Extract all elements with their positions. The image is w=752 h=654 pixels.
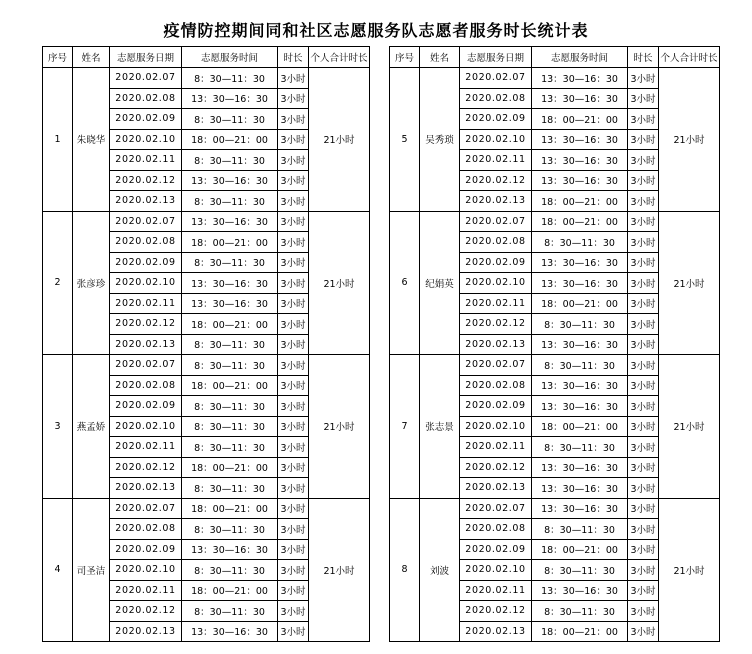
service-time: 8：30—11：30 xyxy=(182,191,278,212)
service-date: 2020.02.11 xyxy=(110,437,182,458)
service-time: 13：30—16：30 xyxy=(182,88,278,109)
service-time: 18：00—21：00 xyxy=(182,498,278,519)
service-time: 18：00—21：00 xyxy=(182,580,278,601)
service-time: 8：30—11：30 xyxy=(182,560,278,581)
service-date: 2020.02.12 xyxy=(460,314,532,335)
service-duration: 3小时 xyxy=(628,375,659,396)
service-date: 2020.02.07 xyxy=(460,498,532,519)
service-time: 13：30—16：30 xyxy=(532,170,628,191)
service-date: 2020.02.08 xyxy=(110,519,182,540)
service-time: 13：30—16：30 xyxy=(532,580,628,601)
page-title: 疫情防控期间同和社区志愿服务队志愿者服务时长统计表 xyxy=(163,21,589,40)
header-time: 志愿服务时间 xyxy=(532,47,628,68)
service-duration: 3小时 xyxy=(278,375,309,396)
service-date: 2020.02.13 xyxy=(460,334,532,355)
service-duration: 3小时 xyxy=(278,68,309,89)
service-duration: 3小时 xyxy=(278,519,309,540)
service-date: 2020.02.11 xyxy=(110,580,182,601)
volunteer-index: 1 xyxy=(43,68,73,212)
service-duration: 3小时 xyxy=(628,109,659,130)
service-date: 2020.02.12 xyxy=(460,457,532,478)
table-row xyxy=(390,498,720,519)
volunteer-total: 21小时 xyxy=(309,498,370,642)
service-duration: 3小时 xyxy=(628,519,659,540)
service-date: 2020.02.07 xyxy=(460,68,532,89)
service-date: 2020.02.10 xyxy=(460,273,532,294)
table-row xyxy=(43,498,370,519)
service-duration: 3小时 xyxy=(278,416,309,437)
service-duration: 3小时 xyxy=(278,232,309,253)
service-time: 8：30—11：30 xyxy=(532,314,628,335)
table-row xyxy=(390,211,720,232)
service-duration: 3小时 xyxy=(278,211,309,232)
service-duration: 3小时 xyxy=(628,416,659,437)
service-date: 2020.02.13 xyxy=(110,334,182,355)
service-duration: 3小时 xyxy=(628,355,659,376)
service-date: 2020.02.09 xyxy=(110,396,182,417)
service-time: 13：30—16：30 xyxy=(182,539,278,560)
table-row xyxy=(43,68,370,89)
service-date: 2020.02.11 xyxy=(110,293,182,314)
service-time: 8：30—11：30 xyxy=(182,252,278,273)
service-time: 13：30—16：30 xyxy=(532,129,628,150)
service-date: 2020.02.09 xyxy=(460,396,532,417)
service-date: 2020.02.10 xyxy=(110,129,182,150)
service-date: 2020.02.10 xyxy=(110,416,182,437)
service-time: 13：30—16：30 xyxy=(182,293,278,314)
service-duration: 3小时 xyxy=(278,109,309,130)
service-time: 13：30—16：30 xyxy=(532,273,628,294)
service-date: 2020.02.09 xyxy=(110,539,182,560)
service-duration: 3小时 xyxy=(628,539,659,560)
service-date: 2020.02.12 xyxy=(460,601,532,622)
service-time: 18：00—21：00 xyxy=(182,457,278,478)
service-duration: 3小时 xyxy=(628,211,659,232)
service-time: 8：30—11：30 xyxy=(532,355,628,376)
service-time: 18：00—21：00 xyxy=(182,232,278,253)
service-duration: 3小时 xyxy=(278,539,309,560)
service-time: 13：30—16：30 xyxy=(182,273,278,294)
service-duration: 3小时 xyxy=(628,170,659,191)
volunteer-total: 21小时 xyxy=(659,498,720,642)
service-time: 13：30—16：30 xyxy=(532,150,628,171)
service-duration: 3小时 xyxy=(278,150,309,171)
service-duration: 3小时 xyxy=(628,621,659,642)
service-date: 2020.02.09 xyxy=(460,109,532,130)
service-time: 8：30—11：30 xyxy=(182,334,278,355)
service-date: 2020.02.13 xyxy=(460,191,532,212)
service-duration: 3小时 xyxy=(278,314,309,335)
service-time: 8：30—11：30 xyxy=(182,355,278,376)
service-date: 2020.02.08 xyxy=(460,519,532,540)
volunteer-index: 5 xyxy=(390,68,420,212)
volunteer-total: 21小时 xyxy=(309,211,370,355)
service-date: 2020.02.13 xyxy=(460,621,532,642)
service-time: 13：30—16：30 xyxy=(532,334,628,355)
service-duration: 3小时 xyxy=(628,252,659,273)
service-date: 2020.02.10 xyxy=(460,129,532,150)
service-duration: 3小时 xyxy=(278,396,309,417)
service-date: 2020.02.10 xyxy=(110,273,182,294)
service-table-left xyxy=(42,46,370,642)
table-header-row xyxy=(390,47,720,68)
service-date: 2020.02.09 xyxy=(110,252,182,273)
service-duration: 3小时 xyxy=(628,437,659,458)
service-duration: 3小时 xyxy=(278,88,309,109)
service-duration: 3小时 xyxy=(278,580,309,601)
service-time: 8：30—11：30 xyxy=(182,601,278,622)
header-total: 个人合计时长 xyxy=(309,47,370,68)
volunteer-index: 3 xyxy=(43,355,73,499)
header-total: 个人合计时长 xyxy=(659,47,720,68)
service-date: 2020.02.09 xyxy=(110,109,182,130)
service-time: 13：30—16：30 xyxy=(532,375,628,396)
service-time: 18：00—21：00 xyxy=(532,621,628,642)
service-date: 2020.02.09 xyxy=(460,539,532,560)
service-time: 13：30—16：30 xyxy=(182,211,278,232)
service-time: 8：30—11：30 xyxy=(532,601,628,622)
volunteer-name: 司圣洁 xyxy=(73,498,110,642)
volunteer-index: 7 xyxy=(390,355,420,499)
service-duration: 3小时 xyxy=(628,334,659,355)
service-date: 2020.02.07 xyxy=(110,211,182,232)
service-duration: 3小时 xyxy=(628,314,659,335)
service-date: 2020.02.12 xyxy=(460,170,532,191)
header-time: 志愿服务时间 xyxy=(182,47,278,68)
table-row xyxy=(390,355,720,376)
service-duration: 3小时 xyxy=(628,601,659,622)
service-time: 13：30—16：30 xyxy=(532,498,628,519)
service-date: 2020.02.07 xyxy=(460,211,532,232)
service-duration: 3小时 xyxy=(628,580,659,601)
header-duration: 时长 xyxy=(278,47,309,68)
service-duration: 3小时 xyxy=(278,252,309,273)
service-duration: 3小时 xyxy=(278,355,309,376)
service-date: 2020.02.12 xyxy=(110,601,182,622)
service-date: 2020.02.11 xyxy=(460,293,532,314)
service-duration: 3小时 xyxy=(278,621,309,642)
service-duration: 3小时 xyxy=(628,68,659,89)
volunteer-name: 张志景 xyxy=(420,355,460,499)
service-duration: 3小时 xyxy=(278,457,309,478)
service-duration: 3小时 xyxy=(628,498,659,519)
service-date: 2020.02.08 xyxy=(460,88,532,109)
volunteer-total: 21小时 xyxy=(659,211,720,355)
service-time: 13：30—16：30 xyxy=(532,68,628,89)
volunteer-index: 8 xyxy=(390,498,420,642)
service-date: 2020.02.07 xyxy=(110,355,182,376)
service-duration: 3小时 xyxy=(278,601,309,622)
service-duration: 3小时 xyxy=(278,129,309,150)
service-duration: 3小时 xyxy=(628,129,659,150)
volunteer-index: 4 xyxy=(43,498,73,642)
service-time: 13：30—16：30 xyxy=(532,252,628,273)
service-date: 2020.02.07 xyxy=(110,68,182,89)
volunteer-total: 21小时 xyxy=(659,355,720,499)
service-time: 8：30—11：30 xyxy=(182,150,278,171)
service-date: 2020.02.08 xyxy=(110,88,182,109)
service-time: 18：00—21：00 xyxy=(532,539,628,560)
service-time: 8：30—11：30 xyxy=(532,560,628,581)
service-time: 13：30—16：30 xyxy=(182,621,278,642)
service-time: 13：30—16：30 xyxy=(532,457,628,478)
volunteer-name: 燕孟娇 xyxy=(73,355,110,499)
header-duration: 时长 xyxy=(628,47,659,68)
service-time: 8：30—11：30 xyxy=(532,519,628,540)
service-time: 13：30—16：30 xyxy=(532,478,628,499)
service-date: 2020.02.10 xyxy=(110,560,182,581)
service-date: 2020.02.10 xyxy=(460,416,532,437)
volunteer-index: 2 xyxy=(43,211,73,355)
service-time: 8：30—11：30 xyxy=(182,478,278,499)
service-time: 8：30—11：30 xyxy=(182,396,278,417)
header-index: 序号 xyxy=(43,47,73,68)
table-row xyxy=(390,68,720,89)
service-duration: 3小时 xyxy=(278,191,309,212)
table-row xyxy=(43,355,370,376)
service-time: 18：00—21：00 xyxy=(182,314,278,335)
service-duration: 3小时 xyxy=(628,478,659,499)
service-duration: 3小时 xyxy=(628,150,659,171)
table-row xyxy=(43,211,370,232)
header-date: 志愿服务日期 xyxy=(460,47,532,68)
volunteer-name: 张彦珍 xyxy=(73,211,110,355)
service-duration: 3小时 xyxy=(628,232,659,253)
service-duration: 3小时 xyxy=(628,88,659,109)
service-date: 2020.02.13 xyxy=(110,478,182,499)
service-duration: 3小时 xyxy=(628,560,659,581)
service-time: 18：00—21：00 xyxy=(532,293,628,314)
service-date: 2020.02.12 xyxy=(110,457,182,478)
volunteer-total: 21小时 xyxy=(309,355,370,499)
volunteer-name: 纪娟英 xyxy=(420,211,460,355)
service-date: 2020.02.07 xyxy=(460,355,532,376)
service-time: 8：30—11：30 xyxy=(182,416,278,437)
service-date: 2020.02.08 xyxy=(460,232,532,253)
service-date: 2020.02.12 xyxy=(110,170,182,191)
service-time: 18：00—21：00 xyxy=(182,375,278,396)
service-duration: 3小时 xyxy=(628,191,659,212)
service-time: 13：30—16：30 xyxy=(532,88,628,109)
service-duration: 3小时 xyxy=(278,498,309,519)
service-date: 2020.02.09 xyxy=(460,252,532,273)
service-time: 8：30—11：30 xyxy=(182,68,278,89)
service-time: 8：30—11：30 xyxy=(182,437,278,458)
service-time: 8：30—11：30 xyxy=(182,519,278,540)
service-date: 2020.02.08 xyxy=(110,232,182,253)
service-date: 2020.02.11 xyxy=(460,150,532,171)
service-duration: 3小时 xyxy=(628,396,659,417)
header-name: 姓名 xyxy=(420,47,460,68)
service-duration: 3小时 xyxy=(628,293,659,314)
volunteer-name: 吴秀琐 xyxy=(420,68,460,212)
service-duration: 3小时 xyxy=(278,478,309,499)
service-date: 2020.02.11 xyxy=(110,150,182,171)
header-name: 姓名 xyxy=(73,47,110,68)
service-table-right xyxy=(389,46,720,642)
service-date: 2020.02.12 xyxy=(110,314,182,335)
service-date: 2020.02.11 xyxy=(460,437,532,458)
service-date: 2020.02.10 xyxy=(460,560,532,581)
service-time: 18：00—21：00 xyxy=(532,211,628,232)
service-date: 2020.02.08 xyxy=(110,375,182,396)
service-date: 2020.02.07 xyxy=(110,498,182,519)
service-time: 13：30—16：30 xyxy=(182,170,278,191)
service-time: 18：00—21：00 xyxy=(532,191,628,212)
service-date: 2020.02.13 xyxy=(110,191,182,212)
volunteer-name: 朱晓华 xyxy=(73,68,110,212)
header-index: 序号 xyxy=(390,47,420,68)
service-duration: 3小时 xyxy=(278,170,309,191)
service-time: 18：00—21：00 xyxy=(182,129,278,150)
service-time: 8：30—11：30 xyxy=(532,437,628,458)
service-duration: 3小时 xyxy=(278,334,309,355)
service-duration: 3小时 xyxy=(278,293,309,314)
volunteer-total: 21小时 xyxy=(659,68,720,212)
service-date: 2020.02.08 xyxy=(460,375,532,396)
volunteer-index: 6 xyxy=(390,211,420,355)
service-date: 2020.02.11 xyxy=(460,580,532,601)
table-header-row xyxy=(43,47,370,68)
service-duration: 3小时 xyxy=(278,560,309,581)
service-date: 2020.02.13 xyxy=(110,621,182,642)
service-duration: 3小时 xyxy=(278,273,309,294)
volunteer-total: 21小时 xyxy=(309,68,370,212)
header-date: 志愿服务日期 xyxy=(110,47,182,68)
service-time: 18：00—21：00 xyxy=(532,109,628,130)
service-duration: 3小时 xyxy=(628,273,659,294)
service-duration: 3小时 xyxy=(278,437,309,458)
service-time: 8：30—11：30 xyxy=(532,232,628,253)
service-date: 2020.02.13 xyxy=(460,478,532,499)
volunteer-name: 刘波 xyxy=(420,498,460,642)
service-time: 18：00—21：00 xyxy=(532,416,628,437)
service-duration: 3小时 xyxy=(628,457,659,478)
service-time: 13：30—16：30 xyxy=(532,396,628,417)
service-time: 8：30—11：30 xyxy=(182,109,278,130)
